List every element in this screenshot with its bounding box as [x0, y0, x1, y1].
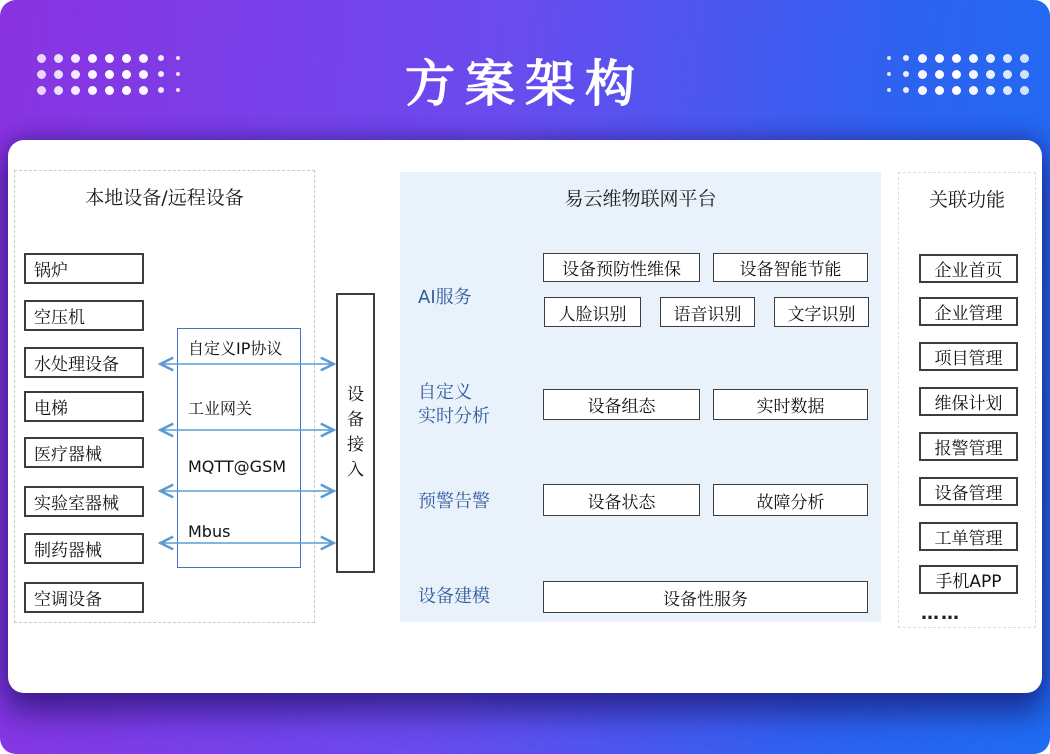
- device-box-pharmaceutical: 制药器械: [24, 533, 144, 564]
- content-card: [8, 140, 1042, 693]
- device-box-hvac: 空调设备: [24, 582, 144, 613]
- function-box-maintenance-plan: 维保计划: [919, 387, 1018, 416]
- platform-box-face-recognition: 人脸识别: [544, 297, 641, 327]
- row-label-ai-services: AI服务: [418, 287, 472, 308]
- platform-box-preventive-maintenance: 设备预防性维保: [543, 253, 700, 282]
- device-box-medical: 医疗器械: [24, 437, 144, 468]
- function-box-alarm-management: 报警管理: [919, 432, 1018, 461]
- related-functions-panel: [898, 172, 1036, 628]
- local-devices-title: 本地设备/远程设备: [85, 187, 244, 209]
- more-functions-ellipsis: ……: [921, 603, 961, 624]
- iot-platform-title: 易云维物联网平台: [564, 188, 717, 210]
- device-box-laboratory: 实验室器械: [24, 486, 144, 517]
- row-label-custom-analysis: 自定义 实时分析: [418, 382, 490, 427]
- device-box-water-treatment: 水处理设备: [24, 347, 144, 378]
- platform-box-realtime-data: 实时数据: [713, 389, 868, 420]
- platform-box-device-configuration: 设备组态: [543, 389, 700, 420]
- device-access-label: 设备接入: [347, 385, 364, 480]
- platform-box-device-services: 设备性服务: [543, 581, 868, 613]
- platform-box-smart-energy-saving: 设备智能节能: [713, 253, 868, 282]
- platform-box-fault-analysis: 故障分析: [713, 484, 868, 516]
- dots-pattern-left: [33, 50, 186, 98]
- function-box-mobile-app: 手机APP: [919, 565, 1018, 594]
- iot-platform-panel: [400, 172, 881, 622]
- protocol-industrial-gateway: 工业网关: [188, 399, 253, 418]
- connection-arrows: [152, 350, 342, 560]
- protocol-custom-ip: 自定义IP协议: [188, 339, 283, 358]
- device-box-elevator: 电梯: [24, 391, 144, 422]
- related-functions-title: 关联功能: [928, 189, 1005, 211]
- platform-box-text-recognition: 文字识别: [774, 297, 869, 327]
- function-box-device-management: 设备管理: [919, 477, 1018, 506]
- protocol-mqtt-gsm: MQTT@GSM: [188, 457, 287, 476]
- function-box-project-management: 项目管理: [919, 342, 1018, 371]
- device-box-boiler: 锅炉: [24, 253, 144, 284]
- function-box-enterprise-home: 企业首页: [919, 254, 1018, 283]
- dots-pattern-right: [880, 50, 1033, 98]
- platform-box-speech-recognition: 语音识别: [660, 297, 755, 327]
- platform-box-device-status: 设备状态: [543, 484, 700, 516]
- row-label-alerting: 预警告警: [418, 491, 490, 512]
- function-box-work-order-management: 工单管理: [919, 522, 1018, 551]
- protocol-mbus: Mbus: [188, 522, 231, 541]
- page-title: 方案架构: [405, 55, 645, 113]
- row-label-device-modeling: 设备建模: [418, 586, 490, 607]
- device-box-air-compressor: 空压机: [24, 300, 144, 331]
- function-box-enterprise-management: 企业管理: [919, 297, 1018, 326]
